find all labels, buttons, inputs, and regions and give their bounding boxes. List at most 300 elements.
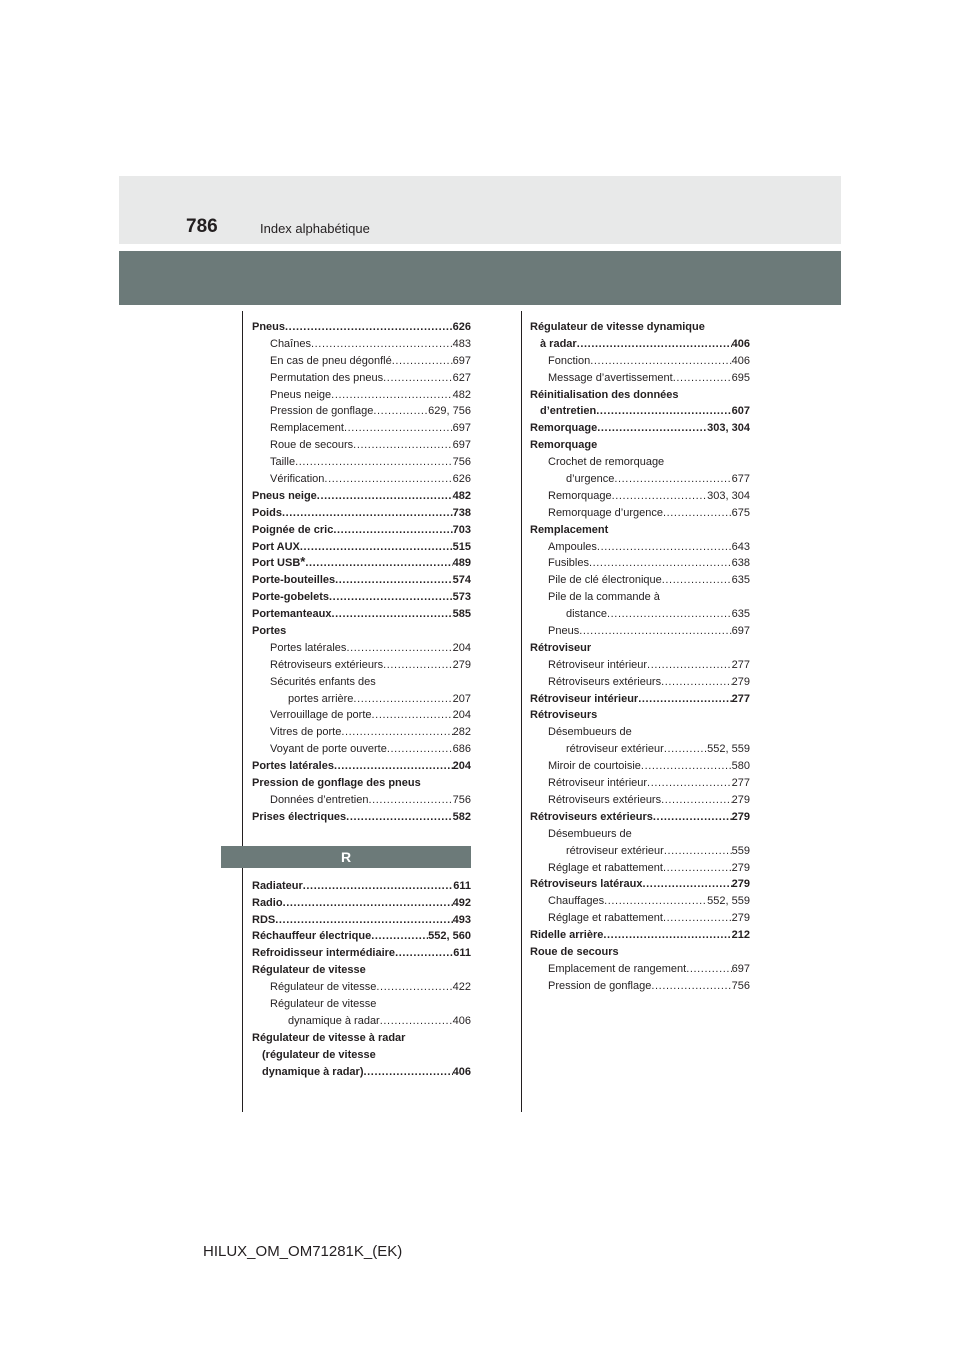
- dot-leader: [341, 724, 452, 741]
- page-title: Index alphabétique: [260, 221, 370, 236]
- entry-page-number: 277: [731, 692, 750, 705]
- index-entry: [530, 724, 750, 741]
- entry-page-number: 483: [452, 337, 471, 350]
- entry-page-number: 703: [452, 523, 471, 536]
- entry-term: Porte-bouteilles: [252, 574, 336, 587]
- entry-page-number: 607: [731, 405, 750, 418]
- dot-leader: [305, 555, 452, 572]
- entry-term: Portes latérales: [252, 760, 334, 773]
- entry-page-number: 277: [731, 658, 750, 671]
- entry-page-number: 626: [452, 321, 471, 333]
- index-entry: [252, 353, 471, 370]
- entry-term: Pneus: [252, 321, 286, 333]
- entry-term: Chauffages: [548, 895, 605, 908]
- index-entry: [252, 674, 471, 691]
- index-entry: [530, 606, 750, 623]
- entry-page-number: 697: [452, 354, 471, 367]
- entry-page-number: 282: [452, 726, 471, 739]
- index-entry: [530, 707, 750, 724]
- index-entry: [252, 454, 471, 471]
- dot-leader: [371, 928, 428, 945]
- dot-leader: [664, 843, 732, 860]
- index-entry: [530, 876, 750, 893]
- entry-term: RDS: [252, 913, 276, 926]
- dot-leader: [664, 741, 707, 758]
- dot-leader: [596, 403, 731, 420]
- entry-page-number: 303, 304: [707, 489, 750, 502]
- index-entry: [252, 724, 471, 741]
- entry-term: Réglage et rabattement: [548, 912, 663, 925]
- entry-page-number: 279: [731, 878, 750, 891]
- entry-term: Portemanteaux: [252, 608, 332, 621]
- dot-leader: [597, 539, 732, 556]
- entry-term: d’entretien: [540, 405, 597, 418]
- entry-term: d’urgence: [566, 473, 615, 486]
- entry-term: Fonction: [548, 354, 591, 367]
- entry-page-number: 635: [731, 574, 750, 587]
- index-entry: [252, 488, 471, 505]
- entry-term: Rétroviseurs latéraux: [530, 878, 643, 891]
- entry-page-number: 279: [731, 793, 750, 806]
- dot-leader: [662, 572, 732, 589]
- index-entry: [530, 910, 750, 927]
- entry-term: Pile de la commande à: [548, 591, 660, 604]
- dot-leader: [353, 691, 452, 708]
- entry-page-number: 489: [452, 557, 471, 570]
- entry-term: Refroidisseur intermédiaire: [252, 947, 396, 960]
- dot-leader: [331, 606, 452, 623]
- index-entry: [252, 522, 471, 539]
- index-entry: [252, 979, 471, 996]
- entry-term: Remplacement: [530, 523, 609, 536]
- dot-leader: [363, 1064, 452, 1081]
- entry-term: Crochet de remorquage: [548, 456, 665, 469]
- dot-leader: [285, 319, 453, 336]
- entry-term: portes arrière: [288, 692, 354, 705]
- entry-term: Rétroviseur intérieur: [548, 658, 648, 671]
- index-entry: [252, 539, 471, 556]
- entry-page-number: 406: [731, 337, 750, 350]
- index-entry: [530, 792, 750, 809]
- index-entry: [252, 505, 471, 522]
- dot-leader: [686, 961, 731, 978]
- entry-term: Port AUX: [252, 540, 300, 553]
- entry-page-number: 756: [452, 456, 471, 469]
- dot-leader: [317, 488, 453, 505]
- dot-leader: [607, 606, 732, 623]
- index-entry: [530, 640, 750, 657]
- dot-leader: [334, 758, 453, 775]
- entry-term: Pile de clé électronique: [548, 574, 662, 587]
- index-entry: [530, 826, 750, 843]
- dot-leader: [283, 895, 453, 912]
- entry-page-number: 204: [452, 709, 471, 722]
- entry-term: (régulateur de vitesse: [262, 1048, 376, 1061]
- dot-leader: [663, 860, 732, 877]
- index-entry: [252, 437, 471, 454]
- entry-term: Pneus neige: [270, 388, 332, 401]
- entry-term: Roue de secours: [530, 945, 619, 958]
- entry-page-number: 552, 560: [428, 930, 471, 943]
- index-entry: [252, 657, 471, 674]
- entry-term: Emplacement de rangement: [548, 962, 687, 975]
- index-entry: [530, 454, 750, 471]
- dot-leader: [372, 707, 453, 724]
- entry-page-number: 204: [452, 641, 471, 654]
- index-entry: [252, 1013, 471, 1030]
- index-entry: [252, 589, 471, 606]
- dot-leader: [329, 589, 453, 606]
- index-entry: [252, 1030, 471, 1047]
- index-entry: [252, 319, 471, 336]
- entry-page-number: 303, 304: [707, 422, 750, 435]
- index-entry: [530, 572, 750, 589]
- index-entry: [252, 928, 471, 945]
- index-entry: [530, 387, 750, 404]
- entry-page-number: 406: [731, 354, 750, 367]
- dot-leader: [597, 420, 707, 437]
- dot-leader: [604, 893, 707, 910]
- entry-page-number: 552, 559: [707, 743, 750, 756]
- index-entry: [252, 945, 471, 962]
- entry-page-number: 635: [731, 608, 750, 621]
- entry-term: Rétroviseurs extérieurs: [548, 793, 662, 806]
- dot-leader: [368, 792, 452, 809]
- dot-leader: [603, 927, 731, 944]
- index-entry: [530, 353, 750, 370]
- entry-term: Taille: [270, 456, 296, 469]
- entry-term: Porte-gobelets: [252, 591, 330, 604]
- index-entry: [252, 895, 471, 912]
- index-entry: [252, 996, 471, 1013]
- entry-term: Radiateur: [252, 879, 303, 892]
- entry-page-number: 207: [452, 692, 471, 705]
- index-entry: [252, 471, 471, 488]
- entry-page-number: 756: [452, 793, 471, 806]
- entry-term: Régulateur de vitesse: [270, 997, 377, 1010]
- index-column-1: [252, 319, 471, 1080]
- index-entry: [530, 555, 750, 572]
- index-entry: [252, 336, 471, 353]
- dot-leader: [324, 471, 452, 488]
- entry-term: Désembueurs de: [548, 726, 632, 739]
- entry-term: Pneus: [548, 625, 580, 638]
- entry-term: Régulateur de vitesse: [252, 964, 366, 977]
- entry-page-number: 677: [731, 473, 750, 486]
- entry-page-number: 643: [731, 540, 750, 553]
- entry-page-number: 482: [452, 489, 471, 502]
- dot-leader: [647, 775, 732, 792]
- entry-page-number: 697: [452, 439, 471, 452]
- entry-page-number: 695: [731, 371, 750, 384]
- index-list-r: [252, 878, 471, 1081]
- entry-term: Pneus neige: [252, 489, 317, 502]
- index-entry: [252, 572, 471, 589]
- entry-term: En cas de pneu dégonflé: [270, 354, 392, 367]
- index-entry: [530, 843, 750, 860]
- dot-leader: [282, 505, 453, 522]
- dot-leader: [303, 878, 454, 895]
- entry-term: Fusibles: [548, 557, 589, 570]
- entry-page-number: 279: [731, 810, 750, 823]
- dot-leader: [383, 370, 453, 387]
- dot-leader: [353, 437, 452, 454]
- entry-term: Régulateur de vitesse à radar: [252, 1031, 406, 1044]
- entry-term: Ridelle arrière: [530, 929, 604, 942]
- dot-leader: [395, 945, 453, 962]
- dot-leader: [373, 403, 428, 420]
- entry-page-number: 204: [452, 760, 471, 773]
- index-list-r-continued: [530, 319, 750, 995]
- dot-leader: [661, 674, 732, 691]
- entry-term: Prises électriques: [252, 810, 347, 823]
- dot-leader: [346, 640, 452, 657]
- entry-term: Vérification: [270, 473, 325, 486]
- entry-term: Poignée de cric: [252, 523, 334, 536]
- index-entry: [530, 860, 750, 877]
- dot-leader: [311, 336, 453, 353]
- dot-leader: [612, 488, 708, 505]
- dot-leader: [638, 691, 731, 708]
- dot-leader: [590, 353, 731, 370]
- dot-leader: [333, 522, 452, 539]
- entry-term: Verrouillage de porte: [270, 709, 372, 722]
- entry-term: Roue de secours: [270, 439, 354, 452]
- dot-leader: [577, 336, 732, 353]
- index-entry: [530, 505, 750, 522]
- index-entry: [530, 657, 750, 674]
- dot-leader: [383, 657, 453, 674]
- dot-leader: [653, 809, 732, 826]
- dot-leader: [663, 505, 732, 522]
- entry-page-number: 277: [731, 777, 750, 790]
- dot-leader: [335, 572, 453, 589]
- entry-page-number: 626: [452, 473, 471, 486]
- entry-term: Miroir de courtoisie: [548, 760, 641, 773]
- entry-page-number: 279: [452, 658, 471, 671]
- entry-term: Radio: [252, 896, 283, 909]
- index-entry: [530, 420, 750, 437]
- index-entry: [252, 962, 471, 979]
- entry-page-number: 686: [452, 743, 471, 756]
- entry-page-number: 582: [452, 810, 471, 823]
- entry-page-number: 611: [453, 947, 471, 960]
- index-entry: [530, 927, 750, 944]
- entry-page-number: 422: [452, 981, 471, 994]
- index-entry: [252, 912, 471, 929]
- entry-term: Rétroviseurs extérieurs: [270, 658, 384, 671]
- index-entry: [252, 1047, 471, 1064]
- index-entry: [252, 370, 471, 387]
- index-list-p: [252, 319, 471, 826]
- index-entry: [252, 741, 471, 758]
- entry-term: Remorquage: [530, 439, 598, 452]
- index-entry: [252, 403, 471, 420]
- entry-page-number: 406: [452, 1065, 471, 1078]
- entry-term: Rétroviseurs extérieurs: [548, 675, 662, 688]
- entry-term: Port USB: [252, 557, 301, 570]
- index-column-2: [530, 319, 750, 995]
- entry-page-number: 482: [452, 388, 471, 401]
- index-entry: [530, 809, 750, 826]
- index-entry: [252, 775, 471, 792]
- entry-term: Rétroviseur intérieur: [530, 692, 639, 705]
- index-entry: [530, 471, 750, 488]
- document-code: HILUX_OM_OM71281K_(EK): [203, 1243, 403, 1260]
- index-entry: [252, 387, 471, 404]
- index-entry: [252, 792, 471, 809]
- entry-page-number: 406: [452, 1014, 471, 1027]
- index-entry: [530, 893, 750, 910]
- entry-page-number: 756: [731, 979, 750, 992]
- dot-leader: [295, 454, 453, 471]
- dot-leader: [275, 912, 452, 929]
- dot-leader: [651, 978, 731, 995]
- entry-page-number: 279: [731, 912, 750, 925]
- entry-term: à radar: [540, 337, 577, 350]
- entry-page-number: 585: [452, 608, 471, 621]
- entry-term: Rétroviseurs: [530, 709, 598, 722]
- index-entry: [530, 336, 750, 353]
- index-entry: [530, 370, 750, 387]
- entry-term: Ampoules: [548, 540, 597, 553]
- index-entry: [530, 589, 750, 606]
- entry-term: Remplacement: [270, 422, 344, 435]
- entry-term: Vitres de porte: [270, 726, 342, 739]
- entry-page-number: 627: [452, 371, 471, 384]
- entry-term: Rétroviseur intérieur: [548, 777, 648, 790]
- entry-term: Pression de gonflage des pneus: [252, 777, 421, 790]
- index-entry: [530, 775, 750, 792]
- entry-page-number: 559: [731, 844, 750, 857]
- index-entry: [530, 674, 750, 691]
- entry-term: Réglage et rabattement: [548, 861, 663, 874]
- index-entry: [530, 741, 750, 758]
- entry-term: Régulateur de vitesse: [270, 981, 377, 994]
- entry-page-number: 638: [731, 557, 750, 570]
- dot-leader: [387, 741, 453, 758]
- dot-leader: [614, 471, 731, 488]
- index-entry: [252, 606, 471, 623]
- dot-leader: [579, 623, 731, 640]
- index-entry: [530, 522, 750, 539]
- dot-leader: [344, 420, 453, 437]
- entry-page-number: 738: [452, 506, 471, 519]
- entry-page-number: 580: [731, 760, 750, 773]
- dot-leader: [380, 1013, 453, 1030]
- index-entry: [530, 488, 750, 505]
- dot-leader: [376, 979, 452, 996]
- entry-term: Portes: [252, 625, 287, 638]
- index-entry: [252, 640, 471, 657]
- header-dark-bar: [119, 251, 841, 305]
- dot-leader: [392, 353, 453, 370]
- index-entry: [252, 1064, 471, 1081]
- entry-term: Régulateur de vitesse dynamique: [530, 321, 705, 333]
- entry-page-number: 675: [731, 506, 750, 519]
- dot-leader: [661, 792, 732, 809]
- dot-leader: [673, 370, 732, 387]
- index-entry: [252, 758, 471, 775]
- dot-leader: [647, 657, 732, 674]
- dot-leader: [589, 555, 732, 572]
- entry-page-number: 629, 756: [428, 405, 471, 418]
- entry-term: Poids: [252, 506, 282, 519]
- index-entry: [252, 420, 471, 437]
- entry-term: Pression de gonflage: [270, 405, 374, 418]
- entry-page-number: 697: [731, 962, 750, 975]
- entry-term: Pression de gonflage: [548, 979, 652, 992]
- entry-term: dynamique à radar): [262, 1065, 364, 1078]
- entry-term: Réchauffeur électrique: [252, 930, 372, 943]
- entry-page-number: 492: [452, 896, 471, 909]
- entry-page-number: 697: [731, 625, 750, 638]
- index-entry: [530, 539, 750, 556]
- index-entry: Port USB * ..... 489: [252, 555, 471, 572]
- entry-page-number: 279: [731, 861, 750, 874]
- dot-leader: [346, 809, 452, 826]
- index-entry: [530, 437, 750, 454]
- entry-term: Message d’avertissement: [548, 371, 673, 384]
- entry-page-number: 573: [452, 591, 471, 604]
- index-entry: [530, 944, 750, 961]
- entry-term: Rétroviseur: [530, 641, 592, 654]
- column-divider-middle: [521, 311, 522, 1112]
- index-entry: [530, 623, 750, 640]
- entry-term: Voyant de porte ouverte: [270, 743, 387, 756]
- entry-term: distance: [566, 608, 607, 621]
- dot-leader: [641, 758, 732, 775]
- index-entry: [252, 691, 471, 708]
- index-entry: [530, 319, 750, 336]
- entry-term: Remorquage: [530, 422, 598, 435]
- entry-term: Permutation des pneus: [270, 371, 384, 384]
- entry-page-number: 552, 559: [707, 895, 750, 908]
- entry-term: Portes latérales: [270, 641, 347, 654]
- entry-term: Désembueurs de: [548, 827, 632, 840]
- entry-term: Remorquage d’urgence: [548, 506, 663, 519]
- entry-term: Rétroviseurs extérieurs: [530, 810, 653, 823]
- header-band: [119, 176, 841, 244]
- index-entry: [530, 978, 750, 995]
- entry-term: Sécurités enfants des: [270, 675, 376, 688]
- index-entry: [252, 707, 471, 724]
- index-entry: [252, 809, 471, 826]
- entry-term: rétroviseur extérieur: [566, 743, 664, 756]
- entry-page-number: 493: [452, 913, 471, 926]
- dot-leader: [663, 910, 732, 927]
- column-divider-left: [242, 311, 243, 1112]
- entry-page-number: 212: [731, 929, 750, 942]
- entry-term: Remorquage: [548, 489, 612, 502]
- entry-term: Chaînes: [270, 337, 311, 350]
- entry-page-number: 611: [453, 879, 471, 892]
- index-entry: [530, 691, 750, 708]
- entry-term: rétroviseur extérieur: [566, 844, 664, 857]
- index-entry: [252, 623, 471, 640]
- entry-term: Réinitialisation des données: [530, 388, 679, 401]
- index-entry: [530, 758, 750, 775]
- entry-page-number: 515: [452, 540, 471, 553]
- page-number: 786: [186, 216, 218, 237]
- entry-term: dynamique à radar: [288, 1014, 380, 1027]
- index-entry: [530, 961, 750, 978]
- index-entry: [252, 878, 471, 895]
- entry-page-number: 279: [731, 675, 750, 688]
- entry-term: Données d’entretien: [270, 793, 369, 806]
- dot-leader: [643, 876, 732, 893]
- entry-page-number: 697: [452, 422, 471, 435]
